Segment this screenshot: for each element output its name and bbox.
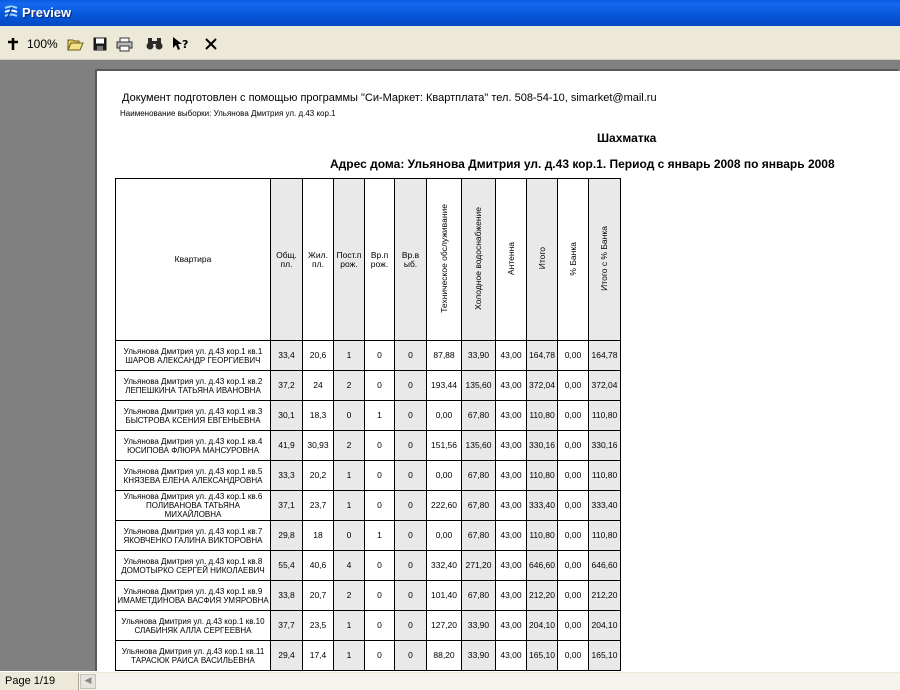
column-header: Антенна	[496, 179, 527, 341]
value-cell: 165,10	[527, 641, 558, 671]
value-cell: 127,20	[427, 611, 462, 641]
value-cell: 0,00	[558, 521, 589, 551]
value-cell: 164,78	[527, 341, 558, 371]
value-cell: 43,00	[496, 401, 527, 431]
value-cell: 0	[395, 551, 427, 581]
value-cell: 330,16	[589, 431, 621, 461]
apartment-cell: Ульянова Дмитрия ул. д.43 кор.1 кв.1 ШАРОВ АЛЕКСАНДР ГЕОРГИЕВИЧ	[116, 341, 271, 371]
value-cell: 0	[365, 461, 395, 491]
printer-icon	[116, 37, 133, 52]
value-cell: 110,80	[589, 521, 621, 551]
value-cell: 333,40	[589, 491, 621, 521]
value-cell: 67,80	[462, 401, 496, 431]
value-cell: 0,00	[558, 371, 589, 401]
value-cell: 330,16	[527, 431, 558, 461]
value-cell: 0	[395, 371, 427, 401]
column-header: Вр.в ыб.	[395, 179, 427, 341]
value-cell: 110,80	[527, 521, 558, 551]
apartment-cell: Ульянова Дмитрия ул. д.43 кор.1 кв.3 БЫСТРОВА КСЕНИЯ ЕВГЕНЬЕВНА	[116, 401, 271, 431]
value-cell: 20,6	[303, 341, 334, 371]
value-cell: 110,80	[589, 461, 621, 491]
value-cell: 0,00	[558, 461, 589, 491]
value-cell: 151,56	[427, 431, 462, 461]
value-cell: 0	[395, 401, 427, 431]
table-row	[116, 461, 621, 491]
value-cell: 43,00	[496, 581, 527, 611]
table-row	[116, 641, 621, 671]
report-table-body	[116, 341, 621, 671]
value-cell: 0,00	[427, 461, 462, 491]
value-cell: 2	[334, 431, 365, 461]
column-header: Пост.п рож.	[334, 179, 365, 341]
folder-open-icon	[67, 37, 84, 52]
help-button[interactable]	[172, 34, 192, 54]
table-header-row	[116, 179, 621, 341]
status-bar	[0, 671, 900, 690]
value-cell: 88,20	[427, 641, 462, 671]
value-cell: 646,60	[589, 551, 621, 581]
value-cell: 24	[303, 371, 334, 401]
value-cell: 0	[395, 491, 427, 521]
value-cell: 0	[395, 521, 427, 551]
value-cell: 2	[334, 581, 365, 611]
value-cell: 43,00	[496, 341, 527, 371]
find-button[interactable]	[146, 34, 164, 54]
close-button[interactable]	[204, 34, 220, 54]
value-cell: 30,93	[303, 431, 334, 461]
value-cell: 0,00	[558, 401, 589, 431]
close-icon	[204, 37, 218, 51]
value-cell: 0	[365, 341, 395, 371]
value-cell: 55,4	[271, 551, 303, 581]
svg-text:?: ?	[182, 38, 189, 51]
apartment-cell: Ульянова Дмитрия ул. д.43 кор.1 кв.10 СЛАБИНЯК АЛЛА СЕРГЕЕВНА	[116, 611, 271, 641]
apartment-cell: Ульянова Дмитрия ул. д.43 кор.1 кв.5 КНЯЗЕВА ЕЛЕНА АЛЕКСАНДРОВНА	[116, 461, 271, 491]
value-cell: 43,00	[496, 491, 527, 521]
value-cell: 37,1	[271, 491, 303, 521]
value-cell: 204,10	[527, 611, 558, 641]
value-cell: 0	[365, 371, 395, 401]
table-row	[116, 521, 621, 551]
column-header: Вр.п рож.	[365, 179, 395, 341]
horizontal-scrollbar[interactable]	[78, 673, 900, 690]
value-cell: 0,00	[558, 611, 589, 641]
apartment-cell: Ульянова Дмитрия ул. д.43 кор.1 кв.8 ДОМОТЫРКО СЕРГЕЙ НИКОЛАЕВИЧ	[116, 551, 271, 581]
value-cell: 0	[365, 431, 395, 461]
value-cell: 0	[334, 401, 365, 431]
value-cell: 33,8	[271, 581, 303, 611]
value-cell: 0	[365, 491, 395, 521]
value-cell: 33,90	[462, 341, 496, 371]
value-cell: 193,44	[427, 371, 462, 401]
value-cell: 20,7	[303, 581, 334, 611]
apartment-cell: Ульянова Дмитрия ул. д.43 кор.1 кв.2 ЛЕПЕШКИНА ТАТЬЯНА ИВАНОВНА	[116, 371, 271, 401]
value-cell: 43,00	[496, 431, 527, 461]
help-pointer-icon	[172, 36, 190, 52]
apartment-cell: Ульянова Дмитрия ул. д.43 кор.1 кв.9 ИМАМЕТДИНОВА ВАСФИЯ УМЯРОВНА	[116, 581, 271, 611]
column-header: Холодное водоснабжение	[462, 179, 496, 341]
value-cell: 1	[334, 611, 365, 641]
print-button[interactable]	[116, 34, 134, 54]
report-header: Документ подготовлен с помощью программы "Си-Маркет: Квартплата" тел. 508-54-10, simarket@mail.ru	[122, 92, 657, 104]
value-cell: 37,2	[271, 371, 303, 401]
value-cell: 0,00	[558, 491, 589, 521]
zoom-label: 100%	[27, 37, 58, 51]
zoom-button[interactable]	[6, 34, 58, 54]
value-cell: 333,40	[527, 491, 558, 521]
value-cell: 41,9	[271, 431, 303, 461]
column-header: Техническое обслуживание	[427, 179, 462, 341]
save-button[interactable]	[93, 34, 109, 54]
value-cell: 23,5	[303, 611, 334, 641]
value-cell: 33,90	[462, 611, 496, 641]
column-header: Общ. пл.	[271, 179, 303, 341]
value-cell: 0	[395, 581, 427, 611]
value-cell: 0,00	[558, 581, 589, 611]
value-cell: 23,7	[303, 491, 334, 521]
value-cell: 29,8	[271, 521, 303, 551]
value-cell: 0	[395, 461, 427, 491]
value-cell: 110,80	[589, 401, 621, 431]
value-cell: 67,80	[462, 521, 496, 551]
value-cell: 0	[395, 341, 427, 371]
value-cell: 0	[395, 641, 427, 671]
value-cell: 18	[303, 521, 334, 551]
value-cell: 4	[334, 551, 365, 581]
value-cell: 204,10	[589, 611, 621, 641]
value-cell: 212,20	[589, 581, 621, 611]
value-cell: 67,80	[462, 491, 496, 521]
value-cell: 101,40	[427, 581, 462, 611]
value-cell: 18,3	[303, 401, 334, 431]
value-cell: 43,00	[496, 551, 527, 581]
column-header: Квартира	[116, 179, 271, 341]
table-row	[116, 611, 621, 641]
report-title: Шахматка	[597, 131, 657, 145]
table-row	[116, 401, 621, 431]
preview-workspace[interactable]	[0, 60, 900, 671]
value-cell: 67,80	[462, 461, 496, 491]
apartment-cell: Ульянова Дмитрия ул. д.43 кор.1 кв.6 ПОЛИВАНОВА ТАТЬЯНА МИХАЙЛОВНА	[116, 491, 271, 521]
window-title: Preview	[22, 5, 72, 20]
value-cell: 0,00	[558, 551, 589, 581]
column-header: Итого	[527, 179, 558, 341]
value-cell: 0	[334, 521, 365, 551]
value-cell: 1	[365, 401, 395, 431]
binoculars-icon	[146, 37, 163, 51]
value-cell: 17,4	[303, 641, 334, 671]
value-cell: 372,04	[589, 371, 621, 401]
value-cell: 2	[334, 371, 365, 401]
open-button[interactable]	[67, 34, 85, 54]
table-row	[116, 431, 621, 461]
column-header: Итого с % Банка	[589, 179, 621, 341]
value-cell: 0	[395, 611, 427, 641]
table-row	[116, 581, 621, 611]
table-row	[116, 491, 621, 521]
table-row	[116, 371, 621, 401]
value-cell: 0,00	[558, 341, 589, 371]
value-cell: 33,90	[462, 641, 496, 671]
selection-name: Наименование выборки: Ульянова Дмитрия ул. д.43 кор.1	[120, 109, 336, 118]
apartment-cell: Ульянова Дмитрия ул. д.43 кор.1 кв.7 ЯКОВЧЕНКО ГАЛИНА ВИКТОРОВНА	[116, 521, 271, 551]
app-logo-icon	[3, 4, 20, 21]
column-header: Жил. пл.	[303, 179, 334, 341]
value-cell: 165,10	[589, 641, 621, 671]
value-cell: 0	[365, 551, 395, 581]
value-cell: 164,78	[589, 341, 621, 371]
value-cell: 0	[365, 641, 395, 671]
value-cell: 37,7	[271, 611, 303, 641]
value-cell: 1	[365, 521, 395, 551]
value-cell: 135,60	[462, 431, 496, 461]
report-table	[115, 178, 621, 671]
value-cell: 110,80	[527, 461, 558, 491]
value-cell: 33,4	[271, 341, 303, 371]
value-cell: 0	[395, 431, 427, 461]
value-cell: 646,60	[527, 551, 558, 581]
value-cell: 271,20	[462, 551, 496, 581]
apartment-cell: Ульянова Дмитрия ул. д.43 кор.1 кв.11 ТАРАСЮК РАИСА ВАСИЛЬЕВНА	[116, 641, 271, 671]
toolbar	[0, 26, 900, 60]
value-cell: 0,00	[558, 641, 589, 671]
page-indicator: Page 1/19	[5, 675, 56, 687]
value-cell: 1	[334, 461, 365, 491]
value-cell: 0,00	[558, 431, 589, 461]
value-cell: 1	[334, 641, 365, 671]
report-page	[97, 71, 900, 671]
value-cell: 29,4	[271, 641, 303, 671]
save-disk-icon	[93, 37, 107, 51]
value-cell: 110,80	[527, 401, 558, 431]
value-cell: 43,00	[496, 611, 527, 641]
value-cell: 67,80	[462, 581, 496, 611]
arrow-left-icon: ◀	[84, 676, 92, 686]
value-cell: 0,00	[427, 521, 462, 551]
value-cell: 20,2	[303, 461, 334, 491]
value-cell: 212,20	[527, 581, 558, 611]
address-line: Адрес дома: Ульянова Дмитрия ул. д.43 кор.1. Период с январь 2008 по январь 2008	[330, 157, 835, 171]
value-cell: 0	[365, 581, 395, 611]
value-cell: 43,00	[496, 461, 527, 491]
value-cell: 33,3	[271, 461, 303, 491]
value-cell: 43,00	[496, 521, 527, 551]
table-row	[116, 341, 621, 371]
value-cell: 332,40	[427, 551, 462, 581]
value-cell: 1	[334, 491, 365, 521]
table-row	[116, 551, 621, 581]
value-cell: 43,00	[496, 371, 527, 401]
value-cell: 0	[365, 611, 395, 641]
value-cell: 135,60	[462, 371, 496, 401]
zoom-icon	[6, 37, 20, 51]
value-cell: 30,1	[271, 401, 303, 431]
apartment-cell: Ульянова Дмитрия ул. д.43 кор.1 кв.4 ЮСИПОВА ФЛЮРА МАНСУРОВНА	[116, 431, 271, 461]
value-cell: 40,6	[303, 551, 334, 581]
value-cell: 43,00	[496, 641, 527, 671]
column-header: % Банка	[558, 179, 589, 341]
value-cell: 87,88	[427, 341, 462, 371]
value-cell: 0,00	[427, 401, 462, 431]
scroll-left-button[interactable]	[80, 674, 96, 689]
value-cell: 222,60	[427, 491, 462, 521]
value-cell: 372,04	[527, 371, 558, 401]
value-cell: 1	[334, 341, 365, 371]
title-bar	[0, 0, 900, 26]
